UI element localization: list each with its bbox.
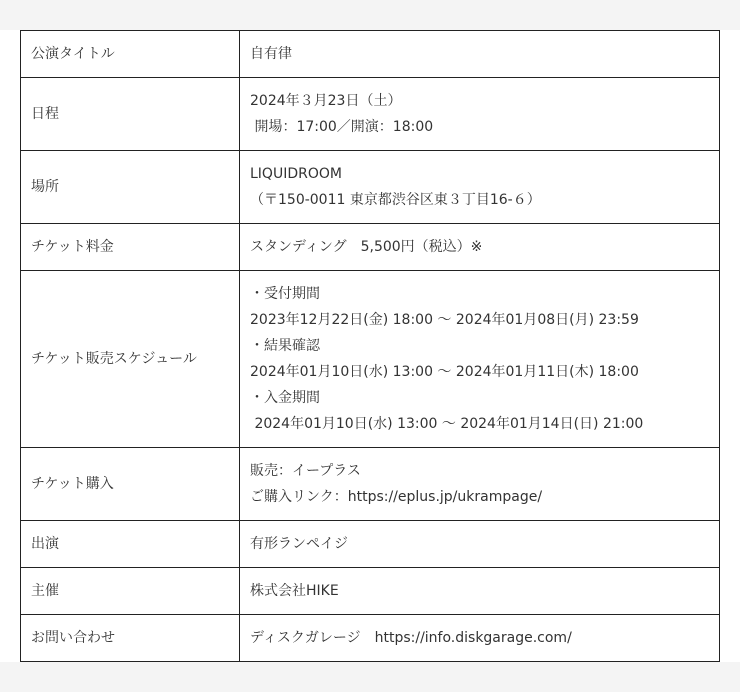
schedule-result-period: 2024年01月10日(水) 13:00 〜 2024年01月11日(木) 18:00 bbox=[250, 364, 639, 380]
table-row bbox=[21, 31, 720, 78]
schedule-heading-result: ・結果確認 bbox=[250, 338, 320, 354]
row-label-price: チケット料金 bbox=[21, 224, 240, 271]
table-row bbox=[21, 521, 720, 568]
row-label-performer: 出演 bbox=[21, 521, 240, 568]
schedule-heading-payment: ・入金期間 bbox=[250, 390, 320, 406]
purchase-seller: 販売：イープラス bbox=[250, 463, 361, 479]
schedule-payment-period: 2024年01月10日(水) 13:00 〜 2024年01月14日(日) 21:00 bbox=[250, 416, 644, 432]
row-value-price bbox=[240, 224, 720, 271]
row-value-contact bbox=[240, 615, 720, 662]
purchase-link[interactable]: ご購入リンク：https://eplus.jp/ukrampage/ bbox=[250, 489, 543, 505]
table-row bbox=[21, 615, 720, 662]
row-value-title bbox=[240, 31, 720, 78]
row-label-venue: 場所 bbox=[21, 151, 240, 224]
table-row bbox=[21, 568, 720, 615]
row-label-schedule: チケット販売スケジュール bbox=[21, 271, 240, 448]
table-row bbox=[21, 271, 720, 448]
row-value-venue bbox=[240, 151, 720, 224]
row-value-performer bbox=[240, 521, 720, 568]
row-value-schedule bbox=[240, 271, 720, 448]
venue-name: LIQUIDROOM bbox=[250, 166, 342, 182]
performer-value: 有形ランペイジ bbox=[250, 536, 348, 552]
table-row bbox=[21, 448, 720, 521]
schedule-accept-period: 2023年12月22日(金) 18:00 〜 2024年01月08日(月) 23:59 bbox=[250, 312, 639, 328]
date-value: 2024年３月23日（土） bbox=[250, 93, 402, 109]
contact-value[interactable]: ディスクガレージ https://info.diskgarage.com/ bbox=[250, 630, 572, 646]
table-row bbox=[21, 224, 720, 271]
row-label-title: 公演タイトル bbox=[21, 31, 240, 78]
organizer-value: 株式会社HIKE bbox=[250, 583, 339, 599]
row-value-purchase bbox=[240, 448, 720, 521]
title-value: 自有律 bbox=[250, 46, 292, 62]
venue-address: （〒150-0011 東京都渋谷区東３丁目16-６） bbox=[250, 192, 541, 208]
row-label-date: 日程 bbox=[21, 78, 240, 151]
event-info-table bbox=[20, 30, 720, 662]
table-row bbox=[21, 78, 720, 151]
schedule-heading-accept: ・受付期間 bbox=[250, 286, 320, 302]
price-value: スタンディング 5,500円（税込）※ bbox=[250, 239, 483, 255]
row-value-date bbox=[240, 78, 720, 151]
time-value: 開場：17:00／開演：18:00 bbox=[250, 119, 434, 135]
row-label-contact: お問い合わせ bbox=[21, 615, 240, 662]
table-row bbox=[21, 151, 720, 224]
row-label-organizer: 主催 bbox=[21, 568, 240, 615]
row-value-organizer bbox=[240, 568, 720, 615]
row-label-purchase: チケット購入 bbox=[21, 448, 240, 521]
